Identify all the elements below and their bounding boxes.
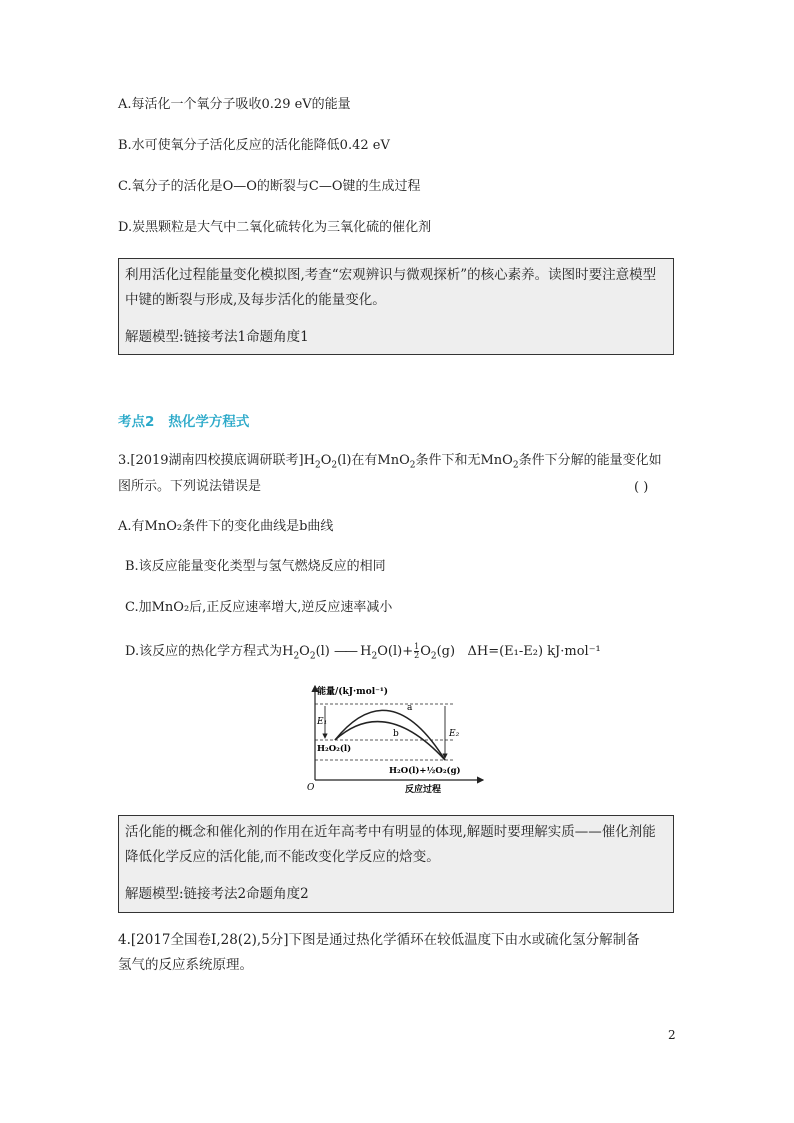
e2-label: E₂	[449, 729, 460, 739]
tip-box-2-text: 活化能的概念和催化剂的作用在近年高考中有明显的体现,解题时要理解实质——催化剂能降低化学反应的活化能,而不能改变化学反应的焓变。	[125, 824, 656, 865]
tip-box-2-model: 解题模型:链接考法2命题角度2	[125, 886, 309, 902]
curve-a	[335, 710, 445, 760]
q2-option-d: D.炭黑颗粒是大气中二氧化硫转化为三氧化硫的催化剂	[118, 220, 432, 235]
curve-b	[335, 722, 445, 760]
q3-option-b: B.该反应能量变化类型与氢气燃烧反应的相同	[125, 559, 386, 574]
x-axis-label: 反应过程	[405, 785, 442, 795]
q3-option-d: D.该反应的热化学方程式为$H_2O_2(l)$ —— $H_2O(l)+$ $\frac{1}{2}$ $O_2(g)$ ΔH=(E₁-E₂) kJ·mol⁻¹	[125, 642, 601, 662]
reactant-label: H₂O₂(l)	[317, 744, 352, 754]
curve-b-label: b	[393, 729, 399, 739]
section-heading	[118, 410, 263, 430]
q3-stem-line2: 图所示。下列说法错误是	[118, 479, 262, 494]
tip-box-1	[118, 258, 674, 355]
section-title: 热化学方程式	[168, 414, 250, 430]
e1-label: E₁	[317, 717, 328, 727]
q2-option-b: B.水可使氧分子活化反应的活化能降低0.42 eV	[118, 138, 390, 153]
tip-box-2	[118, 815, 674, 913]
answer-bracket[interactable]: ( )	[634, 480, 649, 495]
energy-diagram	[305, 680, 485, 800]
curve-a-label: a	[407, 703, 413, 713]
product-label: H₂O(l)+½O₂(g)	[389, 766, 461, 776]
q3-stem-line1: 3.[2019湖南四校摸底调研联考]$H_2O_2(l)$在有MnO$_2$条件下和无MnO$_2$条件下分解的能量变化如	[118, 453, 662, 471]
q3-option-c: C.加MnO₂后,正反应速率增大,逆反应速率减小	[125, 600, 393, 615]
page-number: 2	[668, 1028, 676, 1042]
q3-option-a: A.有MnO₂条件下的变化曲线是b曲线	[118, 519, 334, 534]
q4-line1: 4.[2017全国卷Ⅰ,28(2),5分]下图是通过热化学循环在较低温度下由水或硫化氢分解制备	[118, 932, 640, 948]
q4-line2: 氢气的反应系统原理。	[118, 957, 253, 973]
tip-box-1-text: 利用活化过程能量变化模拟图,考查“宏观辨识与微观探析”的核心素养。读图时要注意模型中键的断裂与形成,及每步活化的能量变化。	[125, 267, 657, 308]
q2-option-c: C.氧分子的活化是O—O的断裂与C—O键的生成过程	[118, 179, 421, 194]
tip-box-1-model: 解题模型:链接考法1命题角度1	[125, 329, 309, 345]
section-label: 考点2	[118, 414, 155, 430]
q2-option-a: A.每活化一个氧分子吸收0.29 eV的能量	[118, 97, 351, 112]
origin-label: O	[307, 783, 315, 793]
y-axis-label: 能量/(kJ·mol⁻¹)	[317, 687, 389, 697]
